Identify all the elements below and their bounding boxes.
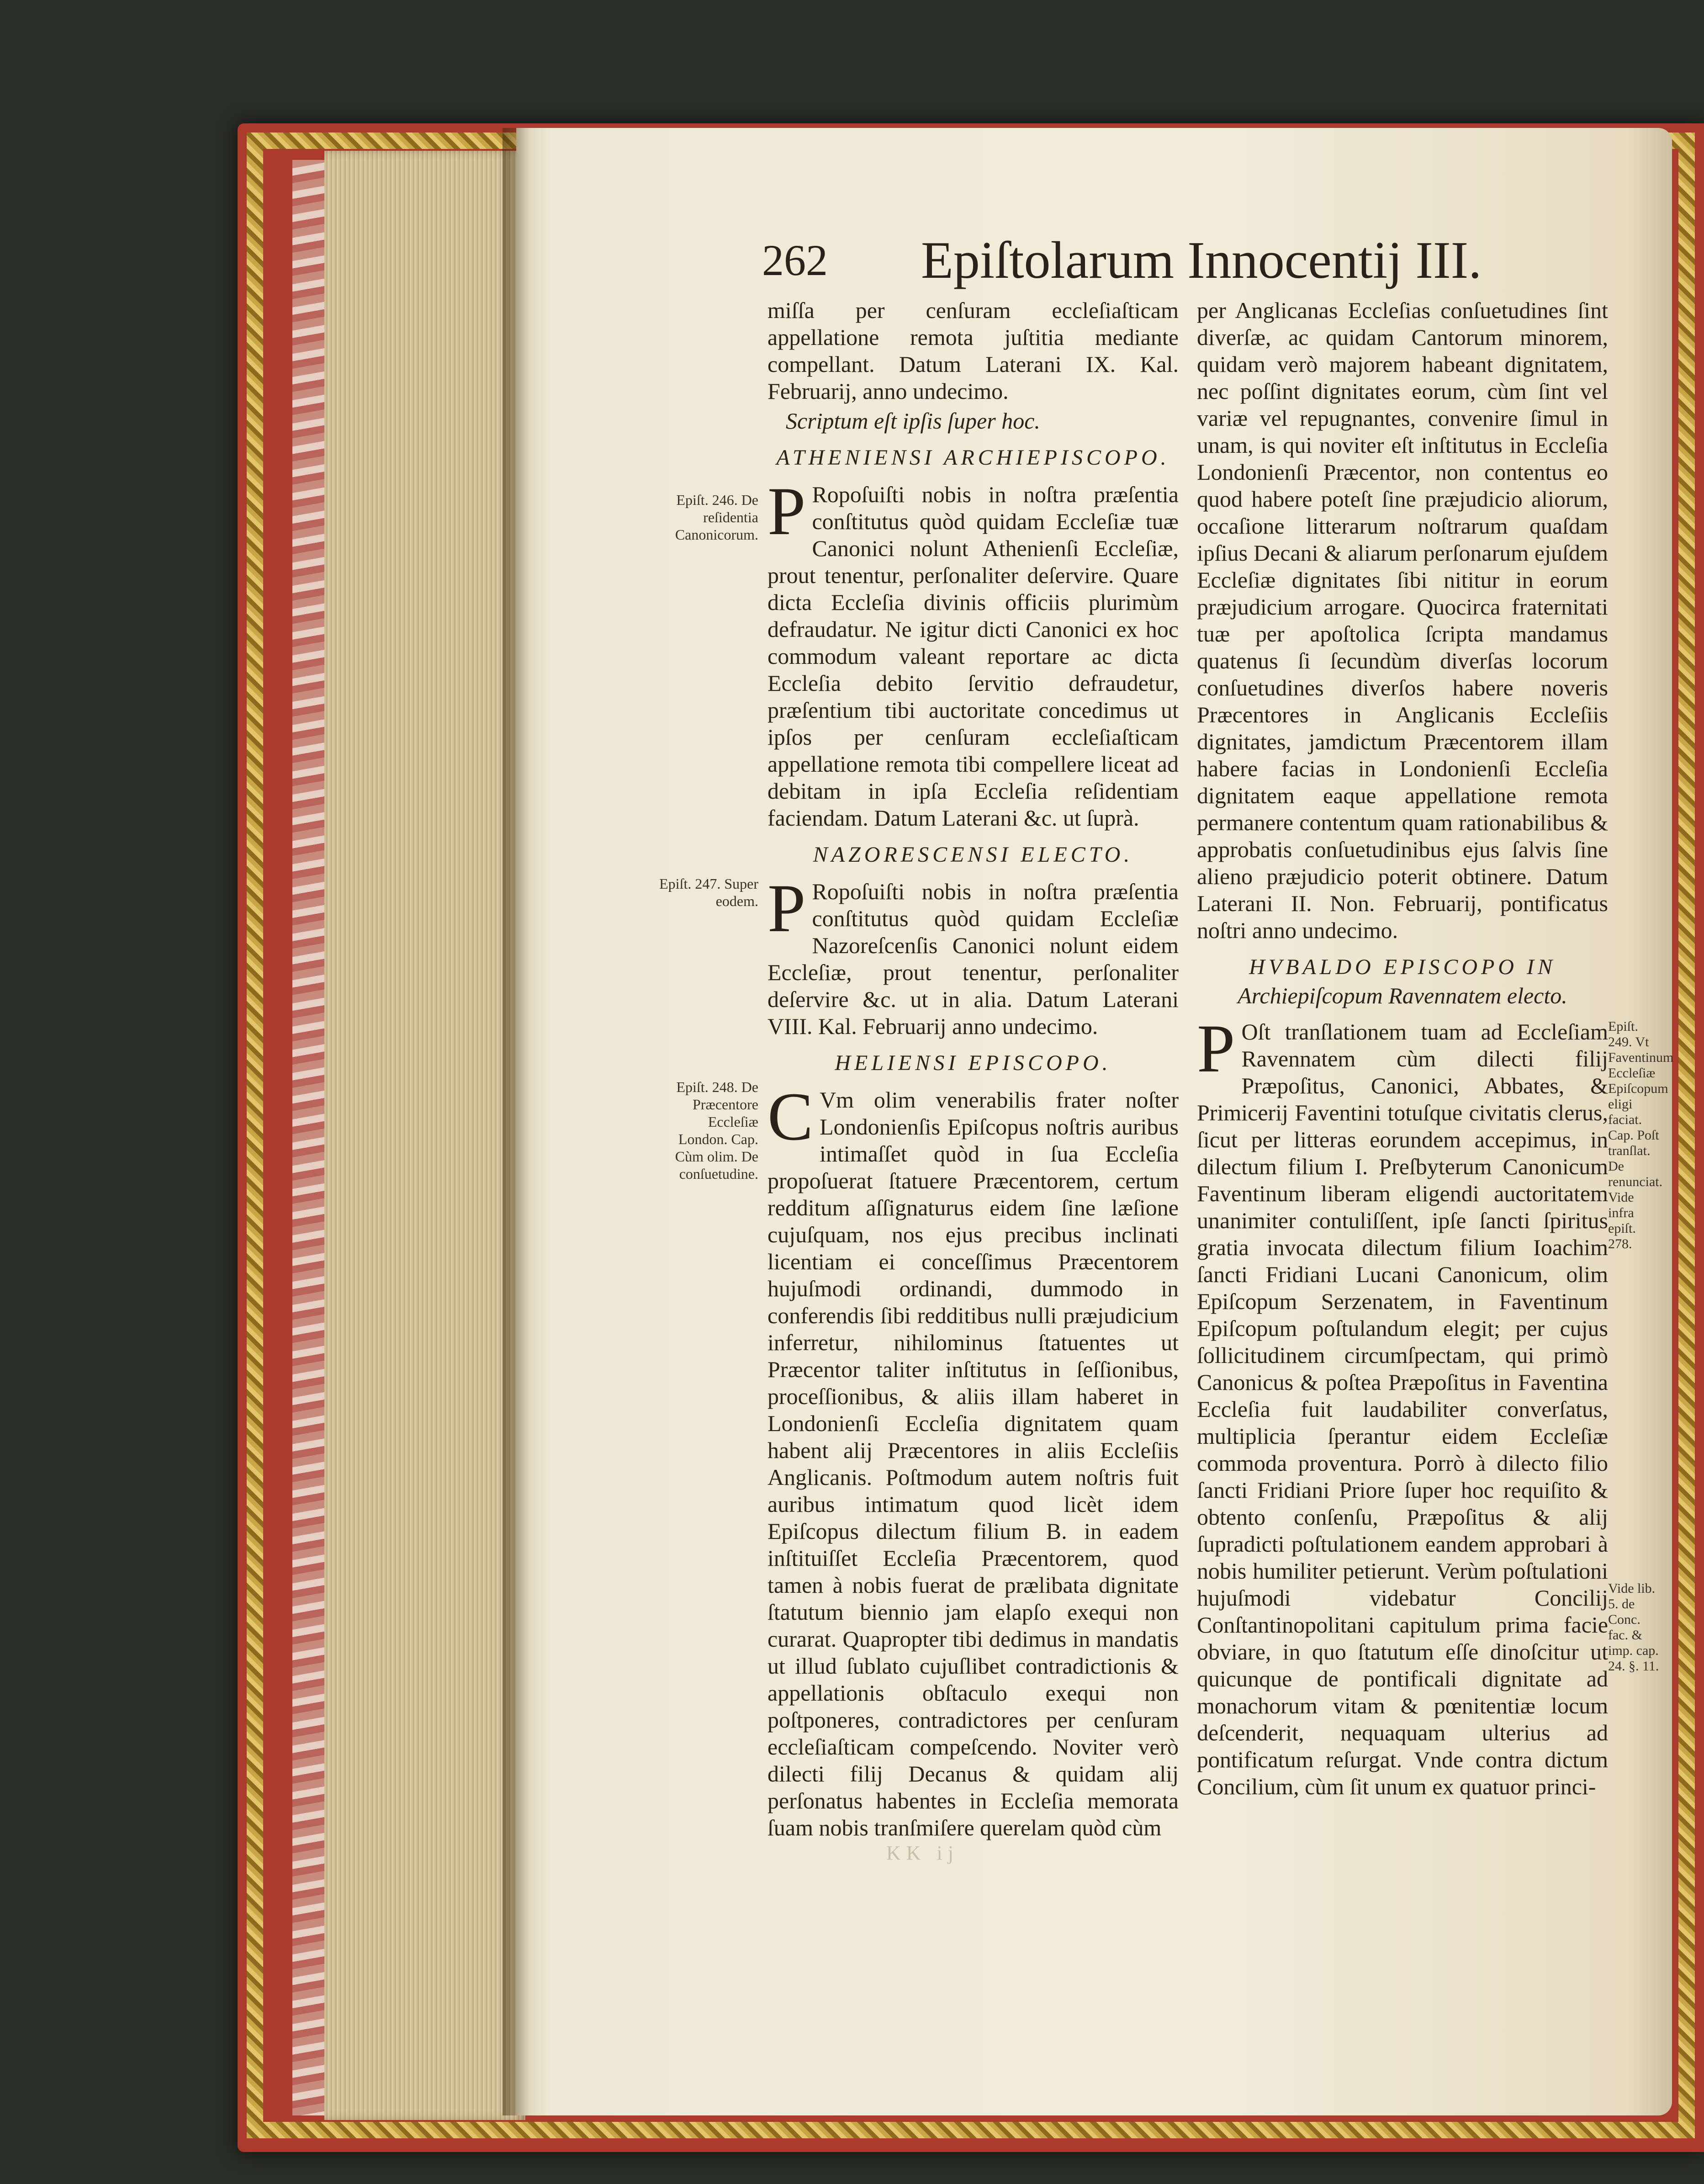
signature-mark: KK ij: [886, 1842, 959, 1864]
letter-address-248: HELIENSI EPISCOPO.: [835, 1051, 1111, 1075]
margin-note-246: Epiſt. 246. De reſidentia Canonicorum.: [675, 492, 758, 543]
left-column: [767, 297, 1179, 1841]
page-edges: [324, 151, 525, 2120]
letter-body-247: [767, 870, 1179, 1040]
drop-initial: P: [1197, 1011, 1235, 1087]
drop-initial: C: [767, 1079, 814, 1155]
letter-address-sub: Archiepiſcopum Ravennatem electo.: [1238, 983, 1567, 1008]
margin-note-249: Epiſt. 249. Vt Faventinum Eccleſiæ Epiſcopum eligi faciat. Cap. Poſt tranſlat. De renunciat. Vide infra epiſt. 278.: [1608, 1019, 1674, 1251]
margin-note-247: Epiſt. 247. Super eodem.: [659, 875, 758, 909]
drop-initial: P: [767, 870, 806, 946]
letter-text: Oſt tranſlationem tuam ad Eccleſiam Ravennatem cùm dilecti filij Præpoſitus, Canonici, Abbates, & Primicerij Faventini totuſque civitatis clerus, ſicut per litteras eorundem accepimus, in dilectum filium I. Preſbyterum Canonicum Faventinum liberam eligendi auctoritatem unanimiter contuliſſent, ipſe ſancti ſpiritus gratia invocata dilectum filium Ioachim ſancti Fridiani Lucani Canonicum, olim Epiſcopum Serzenatem, in Faventinum Epiſcopum poſtulandum elegit; per cujus ſollicitudinem circumſpectam, qui primò Canonicus & poſtea Præpoſitus in Faventina Eccleſia fuit laudabiliter converſatus, multiplicia ſperantur eidem Eccleſiæ commoda proventura. Porrò à dilecto filio ſancti Fridiani Priore ſuper hoc requiſito & obtento conſenſu, Præpoſitus & alij ſupradicti poſtulationem eandem approbari à nobis humiliter petierunt. Verùm poſtulationi hujuſmodi videbatur Concilij Conſtantinopolitani capitulum prima facie obviare, in quo ſtatutum eſſe dinoſcitur ut quicunque de pontificali dignitate ad monachorum vitam & pœnitentiæ locum deſcenderit, nequaquam ulterius ad pontificatum reſurgat. Vnde contra dictum Concilium, cùm ſit unum ex quatuor princi-: [1197, 1019, 1608, 1799]
continuation-text: per Anglicanas Eccleſias conſuetudines ſint diverſæ, ac quidam Cantorum minorem, quidam verò majorem habeant dignitatem, nec poſſint dignitates eorum, cùm ſint vel variæ vel repugnantes, convenire ſimul in unam, is qui noviter eſt inſtitutus in Eccleſia Londonienſi Præcentor, non contentus eo quod habere poteſt ſine præjudicio aliorum, occaſione litterarum noſtrarum quaſdam ipſius Decani & aliarum perſonarum ejuſdem Eccleſiæ dignitates ſibi nititur in eorum præjudicium arrogare. Quocirca fraternitati tuæ per apoſtolica ſcripta mandamus quatenus ſi ſecundùm diverſas locorum conſuetudines diverſos habere noveris Præcentores in Anglicanis Eccleſiis dignitates, jamdictum Præcentorem illam habere facias in Londonienſi Eccleſia dignitatem eaque appellatione remota permanere contentum quam rationabilibus & approbatis conſuetudinibus ejus ſalvis ſine alieno præjudicio poterit obtinere. Datum Laterani II. Non. Februarij, pontificatus noſtri anno undecimo.: [1197, 297, 1608, 943]
letter-body-246: [767, 473, 1179, 832]
running-title: Epiſtolarum Innocentij III.: [921, 231, 1482, 290]
continuation-text: miſſa per cenſuram eccleſiaſticam appellatione remota juſtitia mediante compellant. Datum Laterani IX. Kal. Februarij, anno undecimo.: [767, 297, 1179, 404]
letter-text: Ropoſuiſti nobis in noſtra præſentia conſtitutus quòd quidam Eccleſiæ Nazoreſcenſis Canonici nolunt eidem Eccleſiæ, prout tenentur, perſonaliter deſervire &c. ut in alia. Datum Laterani VIII. Kal. Februarij anno undecimo.: [767, 879, 1179, 1039]
letter-address-249: HVBALDO EPISCOPO IN: [1249, 955, 1556, 979]
right-column: [1197, 297, 1608, 1800]
letter-address-246: ATHENIENSI ARCHIEPISCOPO.: [776, 445, 1170, 470]
gutter-shadow: [503, 128, 530, 2115]
letter-address-247: NAZORESCENSI ELECTO.: [813, 843, 1133, 867]
margin-note-conc: Vide lib. 5. de Conc. fac. & imp. cap. 24. §. 11.: [1608, 1581, 1659, 1674]
letter-text: Ropoſuiſti nobis in noſtra præſentia conſtitutus quòd quidam Eccleſiæ tuæ Canonici nolunt Athenienſi Eccleſiæ, prout tenentur, perſonaliter deſervire. Quare dicta Eccleſia divinis officiis plurimùm defraudatur. Ne igitur dicti Canonici ex hoc commodum valeant reportare ac dicta Eccleſia debito ſervitio defraudetur, præſentium tibi auctoritate concedimus ut ipſos per cenſuram eccleſiaſticam appellatione remota tibi compellere liceat ad debitam in ipſa Eccleſia reſidentiam faciendam. Datum Laterani &c. ut ſuprà.: [767, 482, 1179, 831]
drop-initial: P: [767, 473, 806, 549]
letter-text: Vm olim venerabilis frater noſter Londonienſis Epiſcopus noſtris auribus intimaſſet quòd in ſua Eccleſia propoſuerat ſtatuere Præcentorem, certum redditum aſſignaturus eidem ſine læſione cujuſquam, nos ejus precibus inclinati licentiam ei conceſſimus Præcentorem hujuſmodi ordinandi, dummodo in conferendis ſibi redditibus nulli præjudicium inferretur, nihilominus ſtatuentes ut Præcentor taliter inſtitutus in ſeſſionibus, proceſſionibus, & aliis illam haberet in Londonienſi Eccleſia dignitatem quam habent alij Præcentores in aliis Eccleſiis Anglicanis. Poſtmodum autem noſtris fuit auribus intimatum quod licèt idem Epiſcopus dilectum filium B. in eadem inſtituiſſet Eccleſia Præcentorem, quod tamen à nobis fuerat de prælibata dignitate ſtatutum biennio jam elapſo exequi non curarat. Quapropter tibi dedimus in mandatis ut illud ſublato cujuſlibet contradictionis & appellationis obſtaculo exequi non poſtponeres, contradictores per cenſuram eccleſiaſticam compeſcendo. Noviter verò dilecti filij Decanus & quidam alij perſonatus habentes in Eccleſia memorata ſuam nobis tranſmiſere querelam quòd cùm: [767, 1087, 1179, 1840]
margin-note-248: Epiſt. 248. De Præcentore Eccleſiæ London. Cap. Cùm olim. De conſuetudine.: [675, 1079, 758, 1182]
letter-body-248: [767, 1079, 1179, 1841]
page-number: 262: [762, 236, 828, 285]
marbled-endpaper: [292, 160, 324, 2115]
letter-body-249: [1197, 1011, 1608, 1800]
running-head: [762, 231, 1484, 299]
scriptum-line: Scriptum eſt ipſis ſuper hoc.: [786, 408, 1040, 434]
